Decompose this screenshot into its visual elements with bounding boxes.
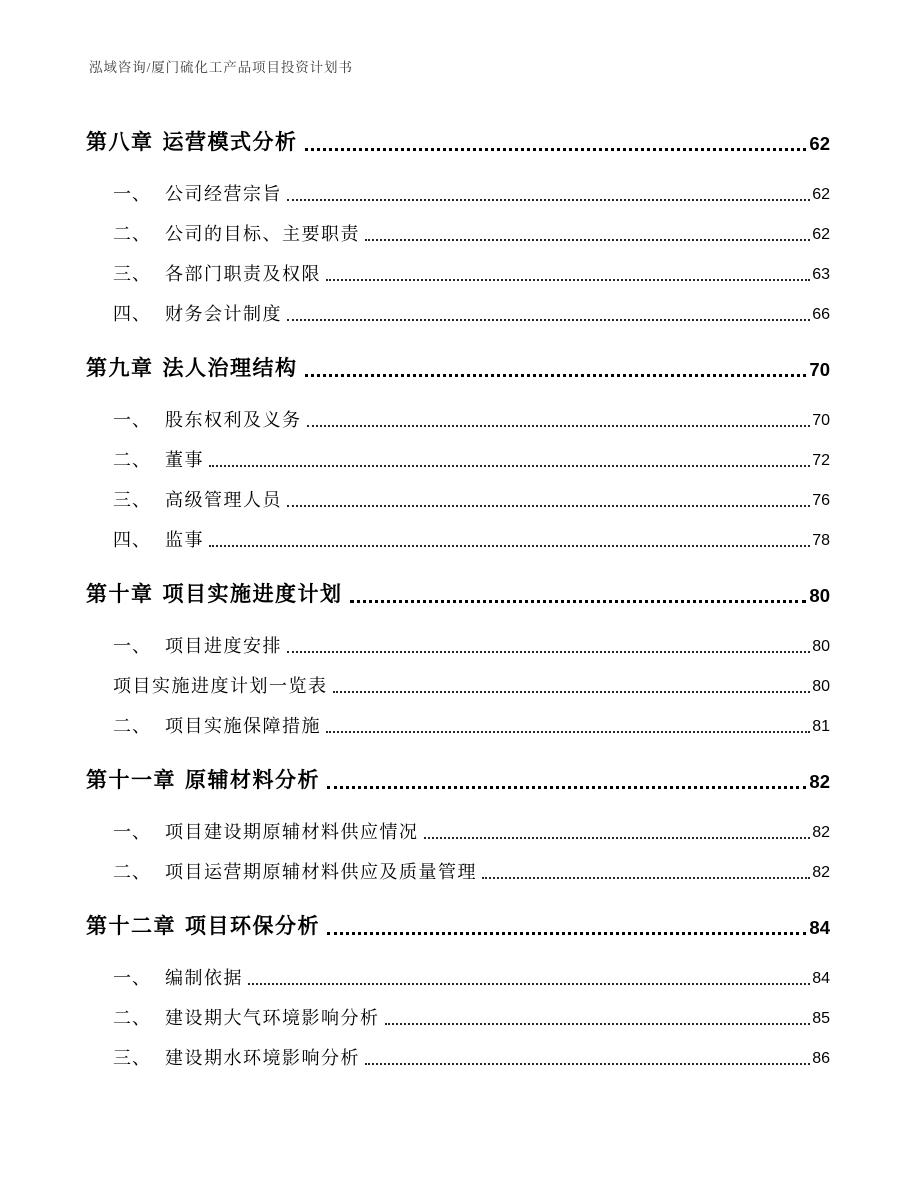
toc xyxy=(86,104,830,1074)
entry-title: 项目运营期原辅材料供应及质量管理 xyxy=(165,862,477,882)
page-number: 78 xyxy=(812,532,830,549)
entry-number: 三、 xyxy=(113,1048,151,1068)
page-number: 82 xyxy=(812,864,830,881)
entry-number: 二、 xyxy=(113,716,151,736)
page-number: 81 xyxy=(812,718,830,735)
entry-number: 三、 xyxy=(113,490,151,510)
entry-title: 股东权利及义务 xyxy=(165,410,302,430)
chapter-title: 原辅材料分析 xyxy=(185,768,320,792)
entry-title: 编制依据 xyxy=(165,968,243,988)
dot-leader xyxy=(385,1023,811,1025)
toc-entry-row[interactable] xyxy=(86,396,830,436)
page-number: 62 xyxy=(809,132,830,154)
toc-entry-row[interactable] xyxy=(86,250,830,290)
toc-entry-row[interactable] xyxy=(86,290,830,330)
dot-leader xyxy=(248,983,810,985)
dot-leader xyxy=(333,691,811,693)
toc-entry-row[interactable] xyxy=(86,210,830,250)
entry-title: 项目实施保障措施 xyxy=(165,716,321,736)
chapter-title: 法人治理结构 xyxy=(162,356,298,380)
dot-leader xyxy=(365,1063,810,1065)
toc-entry-row[interactable] xyxy=(86,808,830,848)
entry-number: 二、 xyxy=(113,224,151,244)
dot-leader xyxy=(209,465,810,467)
entry-number: 二、 xyxy=(113,1008,151,1028)
toc-entry-row[interactable] xyxy=(86,170,830,210)
toc-chapter-row[interactable] xyxy=(86,758,830,798)
toc-entry-row[interactable] xyxy=(86,662,830,702)
page-number: 70 xyxy=(809,358,830,380)
dot-leader xyxy=(287,505,810,507)
entry-title: 公司的目标、主要职责 xyxy=(165,224,360,244)
entry-number: 四、 xyxy=(113,530,151,550)
toc-chapter-row[interactable] xyxy=(86,572,830,612)
toc-entry-row[interactable] xyxy=(86,476,830,516)
page-number: 66 xyxy=(812,306,830,323)
entry-number: 一、 xyxy=(113,410,151,430)
chapter-number: 第八章 xyxy=(86,130,154,154)
page-number: 62 xyxy=(812,186,830,203)
page-header: 泓域咨询/厦门硫化工产品项目投资计划书 xyxy=(89,60,353,75)
page-number: 70 xyxy=(812,412,830,429)
toc-entry-row[interactable] xyxy=(86,702,830,742)
entry-number: 一、 xyxy=(113,822,151,842)
page-number: 62 xyxy=(812,226,830,243)
page-number: 63 xyxy=(812,266,830,283)
dot-leader xyxy=(305,374,807,377)
page-number: 86 xyxy=(812,1050,830,1067)
chapter-number: 第十一章 xyxy=(86,768,176,792)
toc-entry-row[interactable] xyxy=(86,516,830,556)
dot-leader xyxy=(305,148,807,151)
page-number: 76 xyxy=(812,492,830,509)
dot-leader xyxy=(287,199,810,201)
chapter-number: 第十章 xyxy=(86,582,154,606)
entry-number: 三、 xyxy=(113,264,151,284)
toc-entry-row[interactable] xyxy=(86,994,830,1034)
entry-title: 董事 xyxy=(165,450,204,470)
chapter-number: 第九章 xyxy=(86,356,154,380)
toc-chapter-row[interactable] xyxy=(86,904,830,944)
entry-title: 高级管理人员 xyxy=(165,490,282,510)
toc-entry-row[interactable] xyxy=(86,622,830,662)
page-number: 84 xyxy=(812,970,830,987)
entry-title: 财务会计制度 xyxy=(165,304,282,324)
dot-leader xyxy=(365,239,810,241)
entry-number: 一、 xyxy=(113,636,151,656)
toc-entry-row[interactable] xyxy=(86,1034,830,1074)
chapter-title: 运营模式分析 xyxy=(162,130,298,154)
dot-leader xyxy=(287,319,810,321)
page-number: 72 xyxy=(812,452,830,469)
page-number: 80 xyxy=(812,678,830,695)
dot-leader xyxy=(327,786,806,789)
entry-number: 二、 xyxy=(113,450,151,470)
toc-entry-row[interactable] xyxy=(86,954,830,994)
page-number: 80 xyxy=(809,584,830,606)
page-number: 82 xyxy=(809,770,830,792)
dot-leader xyxy=(482,877,810,879)
page-number: 80 xyxy=(812,638,830,655)
dot-leader xyxy=(326,279,810,281)
toc-chapter-row[interactable] xyxy=(86,120,830,160)
dot-leader xyxy=(326,731,810,733)
entry-number: 一、 xyxy=(113,184,151,204)
dot-leader xyxy=(307,425,811,427)
page-number: 85 xyxy=(812,1010,830,1027)
entry-title: 项目实施进度计划一览表 xyxy=(113,676,328,696)
dot-leader xyxy=(424,837,811,839)
dot-leader xyxy=(287,651,810,653)
entry-number: 四、 xyxy=(113,304,151,324)
toc-entry-row[interactable] xyxy=(86,848,830,888)
dot-leader xyxy=(327,932,806,935)
page-number: 84 xyxy=(809,916,830,938)
toc-entry-row[interactable] xyxy=(86,436,830,476)
toc-chapter-row[interactable] xyxy=(86,346,830,386)
entry-title: 监事 xyxy=(165,530,204,550)
chapter-title: 项目环保分析 xyxy=(185,914,320,938)
chapter-number: 第十二章 xyxy=(86,914,176,938)
dot-leader xyxy=(350,600,807,603)
entry-title: 建设期大气环境影响分析 xyxy=(165,1008,380,1028)
dot-leader xyxy=(209,545,810,547)
chapter-title: 项目实施进度计划 xyxy=(162,582,343,606)
page-number: 82 xyxy=(812,824,830,841)
entry-number: 二、 xyxy=(113,862,151,882)
entry-number: 一、 xyxy=(113,968,151,988)
entry-title: 各部门职责及权限 xyxy=(165,264,321,284)
entry-title: 公司经营宗旨 xyxy=(165,184,282,204)
entry-title: 项目建设期原辅材料供应情况 xyxy=(165,822,419,842)
entry-title: 建设期水环境影响分析 xyxy=(165,1048,360,1068)
entry-title: 项目进度安排 xyxy=(165,636,282,656)
